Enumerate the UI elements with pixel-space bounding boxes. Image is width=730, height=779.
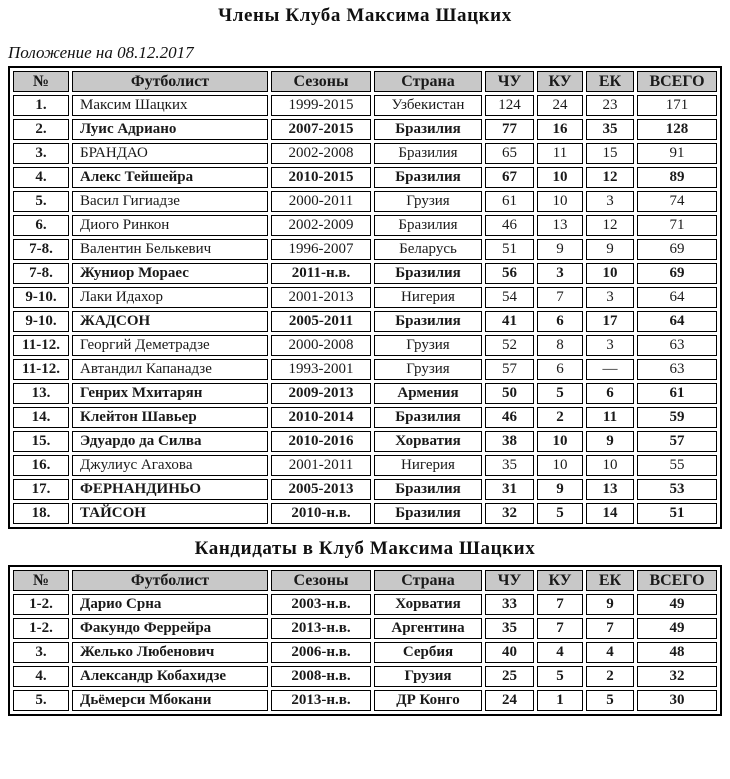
ku-cell: 4 [537, 642, 583, 663]
ku-cell: 10 [537, 455, 583, 476]
col-header-chu: ЧУ [485, 570, 534, 591]
ek-cell: 6 [586, 383, 634, 404]
table-row [13, 359, 717, 380]
ek-cell: 11 [586, 407, 634, 428]
ek-cell: 9 [586, 431, 634, 452]
ek-cell: — [586, 359, 634, 380]
total-cell: 91 [637, 143, 717, 164]
chu-cell: 51 [485, 239, 534, 260]
candidates-header-row [13, 570, 717, 591]
country-cell: Сербия [374, 642, 482, 663]
ek-cell: 10 [586, 263, 634, 284]
player-cell: Лаки Идахор [72, 287, 268, 308]
player-cell: Васил Гигиадзе [72, 191, 268, 212]
col-header-player: Футболист [72, 570, 268, 591]
ku-cell: 10 [537, 431, 583, 452]
ek-cell: 12 [586, 215, 634, 236]
table-row [13, 167, 717, 188]
ku-cell: 13 [537, 215, 583, 236]
chu-cell: 67 [485, 167, 534, 188]
seasons-cell: 2005-2013 [271, 479, 371, 500]
seasons-cell: 2005-2011 [271, 311, 371, 332]
table-row [13, 642, 717, 663]
table-row [13, 383, 717, 404]
ek-cell: 3 [586, 335, 634, 356]
ek-cell: 7 [586, 618, 634, 639]
ku-cell: 24 [537, 95, 583, 116]
player-cell: ФЕРНАНДИНЬО [72, 479, 268, 500]
total-cell: 57 [637, 431, 717, 452]
total-cell: 59 [637, 407, 717, 428]
members-table [8, 66, 722, 529]
table-row [13, 479, 717, 500]
table-row [13, 335, 717, 356]
total-cell: 89 [637, 167, 717, 188]
rank-cell: 15. [13, 431, 69, 452]
total-cell: 64 [637, 311, 717, 332]
seasons-cell: 2013-н.в. [271, 618, 371, 639]
player-cell: Жуниор Мораес [72, 263, 268, 284]
ek-cell: 9 [586, 594, 634, 615]
ek-cell: 5 [586, 690, 634, 711]
player-cell: Дьёмерси Мбокани [72, 690, 268, 711]
rank-cell: 7-8. [13, 239, 69, 260]
chu-cell: 65 [485, 143, 534, 164]
total-cell: 30 [637, 690, 717, 711]
rank-cell: 5. [13, 690, 69, 711]
country-cell: Бразилия [374, 263, 482, 284]
ek-cell: 3 [586, 287, 634, 308]
rank-cell: 3. [13, 143, 69, 164]
rank-cell: 16. [13, 455, 69, 476]
col-header-ku: КУ [537, 570, 583, 591]
ku-cell: 2 [537, 407, 583, 428]
country-cell: Хорватия [374, 431, 482, 452]
col-header-chu: ЧУ [485, 71, 534, 92]
ku-cell: 6 [537, 359, 583, 380]
country-cell: Нигерия [374, 455, 482, 476]
seasons-cell: 2010-2015 [271, 167, 371, 188]
ku-cell: 5 [537, 503, 583, 524]
country-cell: Грузия [374, 191, 482, 212]
rank-cell: 3. [13, 642, 69, 663]
player-cell: Дарио Срна [72, 594, 268, 615]
seasons-cell: 2001-2011 [271, 455, 371, 476]
total-cell: 128 [637, 119, 717, 140]
player-cell: Желько Любенович [72, 642, 268, 663]
col-header-country: Страна [374, 570, 482, 591]
rank-cell: 9-10. [13, 287, 69, 308]
chu-cell: 56 [485, 263, 534, 284]
ek-cell: 13 [586, 479, 634, 500]
ek-cell: 10 [586, 455, 634, 476]
ek-cell: 3 [586, 191, 634, 212]
seasons-cell: 2009-2013 [271, 383, 371, 404]
chu-cell: 77 [485, 119, 534, 140]
ku-cell: 9 [537, 479, 583, 500]
rank-cell: 14. [13, 407, 69, 428]
col-header-number: № [13, 71, 69, 92]
country-cell: Армения [374, 383, 482, 404]
page-title: Члены Клуба Максима Шацких [218, 5, 512, 26]
total-cell: 61 [637, 383, 717, 404]
total-cell: 32 [637, 666, 717, 687]
ek-cell: 35 [586, 119, 634, 140]
chu-cell: 33 [485, 594, 534, 615]
rank-cell: 4. [13, 666, 69, 687]
chu-cell: 124 [485, 95, 534, 116]
country-cell: Бразилия [374, 119, 482, 140]
col-header-ek: ЕК [586, 71, 634, 92]
rank-cell: 11-12. [13, 335, 69, 356]
country-cell: Аргентина [374, 618, 482, 639]
player-cell: Валентин Белькевич [72, 239, 268, 260]
seasons-cell: 2010-2014 [271, 407, 371, 428]
chu-cell: 46 [485, 215, 534, 236]
seasons-cell: 2001-2013 [271, 287, 371, 308]
chu-cell: 32 [485, 503, 534, 524]
rank-cell: 17. [13, 479, 69, 500]
total-cell: 69 [637, 263, 717, 284]
chu-cell: 41 [485, 311, 534, 332]
table-row [13, 431, 717, 452]
country-cell: Беларусь [374, 239, 482, 260]
seasons-cell: 2007-2015 [271, 119, 371, 140]
total-cell: 69 [637, 239, 717, 260]
total-cell: 53 [637, 479, 717, 500]
country-cell: Нигерия [374, 287, 482, 308]
ku-cell: 10 [537, 191, 583, 212]
seasons-cell: 2008-н.в. [271, 666, 371, 687]
player-cell: Генрих Мхитарян [72, 383, 268, 404]
player-cell: Клейтон Шавьер [72, 407, 268, 428]
chu-cell: 46 [485, 407, 534, 428]
country-cell: ДР Конго [374, 690, 482, 711]
table-row [13, 594, 717, 615]
total-cell: 171 [637, 95, 717, 116]
ek-cell: 14 [586, 503, 634, 524]
seasons-cell: 2003-н.в. [271, 594, 371, 615]
table-row [13, 239, 717, 260]
col-header-seasons: Сезоны [271, 71, 371, 92]
ku-cell: 3 [537, 263, 583, 284]
rank-cell: 1-2. [13, 618, 69, 639]
ek-cell: 4 [586, 642, 634, 663]
player-cell: Георгий Деметрадзе [72, 335, 268, 356]
ek-cell: 15 [586, 143, 634, 164]
ku-cell: 8 [537, 335, 583, 356]
country-cell: Бразилия [374, 407, 482, 428]
ku-cell: 7 [537, 618, 583, 639]
total-cell: 48 [637, 642, 717, 663]
seasons-cell: 2006-н.в. [271, 642, 371, 663]
col-header-ku: КУ [537, 71, 583, 92]
ku-cell: 16 [537, 119, 583, 140]
total-cell: 63 [637, 359, 717, 380]
player-cell: ТАЙСОН [72, 503, 268, 524]
seasons-cell: 1999-2015 [271, 95, 371, 116]
rank-cell: 5. [13, 191, 69, 212]
country-cell: Грузия [374, 666, 482, 687]
table-row [13, 263, 717, 284]
chu-cell: 24 [485, 690, 534, 711]
seasons-cell: 1993-2001 [271, 359, 371, 380]
chu-cell: 54 [485, 287, 534, 308]
player-cell: Алекс Тейшейра [72, 167, 268, 188]
ku-cell: 11 [537, 143, 583, 164]
col-header-number: № [13, 570, 69, 591]
total-cell: 63 [637, 335, 717, 356]
chu-cell: 50 [485, 383, 534, 404]
country-cell: Грузия [374, 335, 482, 356]
player-cell: Факундо Феррейра [72, 618, 268, 639]
total-cell: 71 [637, 215, 717, 236]
ku-cell: 7 [537, 287, 583, 308]
country-cell: Бразилия [374, 143, 482, 164]
seasons-cell: 2002-2009 [271, 215, 371, 236]
table-row [13, 407, 717, 428]
rank-cell: 2. [13, 119, 69, 140]
country-cell: Узбекистан [374, 95, 482, 116]
total-cell: 49 [637, 594, 717, 615]
table-row [13, 287, 717, 308]
total-cell: 74 [637, 191, 717, 212]
ku-cell: 1 [537, 690, 583, 711]
country-cell: Бразилия [374, 311, 482, 332]
player-cell: Джулиус Агахова [72, 455, 268, 476]
total-cell: 64 [637, 287, 717, 308]
chu-cell: 31 [485, 479, 534, 500]
player-cell: Луис Адриано [72, 119, 268, 140]
total-cell: 55 [637, 455, 717, 476]
table-row [13, 311, 717, 332]
ek-cell: 2 [586, 666, 634, 687]
country-cell: Хорватия [374, 594, 482, 615]
rank-cell: 1-2. [13, 594, 69, 615]
chu-cell: 38 [485, 431, 534, 452]
country-cell: Бразилия [374, 215, 482, 236]
col-header-total: ВСЕГО [637, 71, 717, 92]
table-row [13, 191, 717, 212]
total-cell: 49 [637, 618, 717, 639]
table-row [13, 618, 717, 639]
candidates-table [8, 565, 722, 716]
country-cell: Грузия [374, 359, 482, 380]
col-header-country: Страна [374, 71, 482, 92]
player-cell: Диого Ринкон [72, 215, 268, 236]
ku-cell: 5 [537, 666, 583, 687]
player-cell: Александр Кобахидзе [72, 666, 268, 687]
ku-cell: 5 [537, 383, 583, 404]
table-row [13, 503, 717, 524]
country-cell: Бразилия [374, 167, 482, 188]
ek-cell: 17 [586, 311, 634, 332]
chu-cell: 25 [485, 666, 534, 687]
seasons-cell: 2000-2008 [271, 335, 371, 356]
chu-cell: 57 [485, 359, 534, 380]
rank-cell: 11-12. [13, 359, 69, 380]
col-header-total: ВСЕГО [637, 570, 717, 591]
chu-cell: 40 [485, 642, 534, 663]
table-row [13, 215, 717, 236]
col-header-ek: ЕК [586, 570, 634, 591]
ku-cell: 6 [537, 311, 583, 332]
country-cell: Бразилия [374, 479, 482, 500]
total-cell: 51 [637, 503, 717, 524]
rank-cell: 6. [13, 215, 69, 236]
rank-cell: 18. [13, 503, 69, 524]
player-cell: Максим Шацких [72, 95, 268, 116]
rank-cell: 4. [13, 167, 69, 188]
table-row [13, 690, 717, 711]
table-row [13, 95, 717, 116]
seasons-cell: 1996-2007 [271, 239, 371, 260]
col-header-seasons: Сезоны [271, 570, 371, 591]
table-row [13, 119, 717, 140]
seasons-cell: 2013-н.в. [271, 690, 371, 711]
ek-cell: 12 [586, 167, 634, 188]
chu-cell: 35 [485, 455, 534, 476]
seasons-cell: 2000-2011 [271, 191, 371, 212]
player-cell: ЖАДСОН [72, 311, 268, 332]
table-row [13, 455, 717, 476]
player-cell: Эдуардо да Силва [72, 431, 268, 452]
player-cell: Автандил Капанадзе [72, 359, 268, 380]
ek-cell: 9 [586, 239, 634, 260]
chu-cell: 61 [485, 191, 534, 212]
chu-cell: 52 [485, 335, 534, 356]
seasons-cell: 2010-н.в. [271, 503, 371, 524]
seasons-cell: 2011-н.в. [271, 263, 371, 284]
table-row [13, 666, 717, 687]
seasons-cell: 2002-2008 [271, 143, 371, 164]
ku-cell: 10 [537, 167, 583, 188]
rank-cell: 9-10. [13, 311, 69, 332]
rank-cell: 1. [13, 95, 69, 116]
table-row [13, 143, 717, 164]
rank-cell: 13. [13, 383, 69, 404]
country-cell: Бразилия [374, 503, 482, 524]
ku-cell: 9 [537, 239, 583, 260]
rank-cell: 7-8. [13, 263, 69, 284]
members-header-row [13, 71, 717, 92]
standings-date: Положение на 08.12.2017 [8, 43, 194, 62]
seasons-cell: 2010-2016 [271, 431, 371, 452]
chu-cell: 35 [485, 618, 534, 639]
player-cell: БРАНДАО [72, 143, 268, 164]
col-header-player: Футболист [72, 71, 268, 92]
ek-cell: 23 [586, 95, 634, 116]
candidates-title: Кандидаты в Клуб Максима Шацких [194, 538, 536, 559]
ku-cell: 7 [537, 594, 583, 615]
